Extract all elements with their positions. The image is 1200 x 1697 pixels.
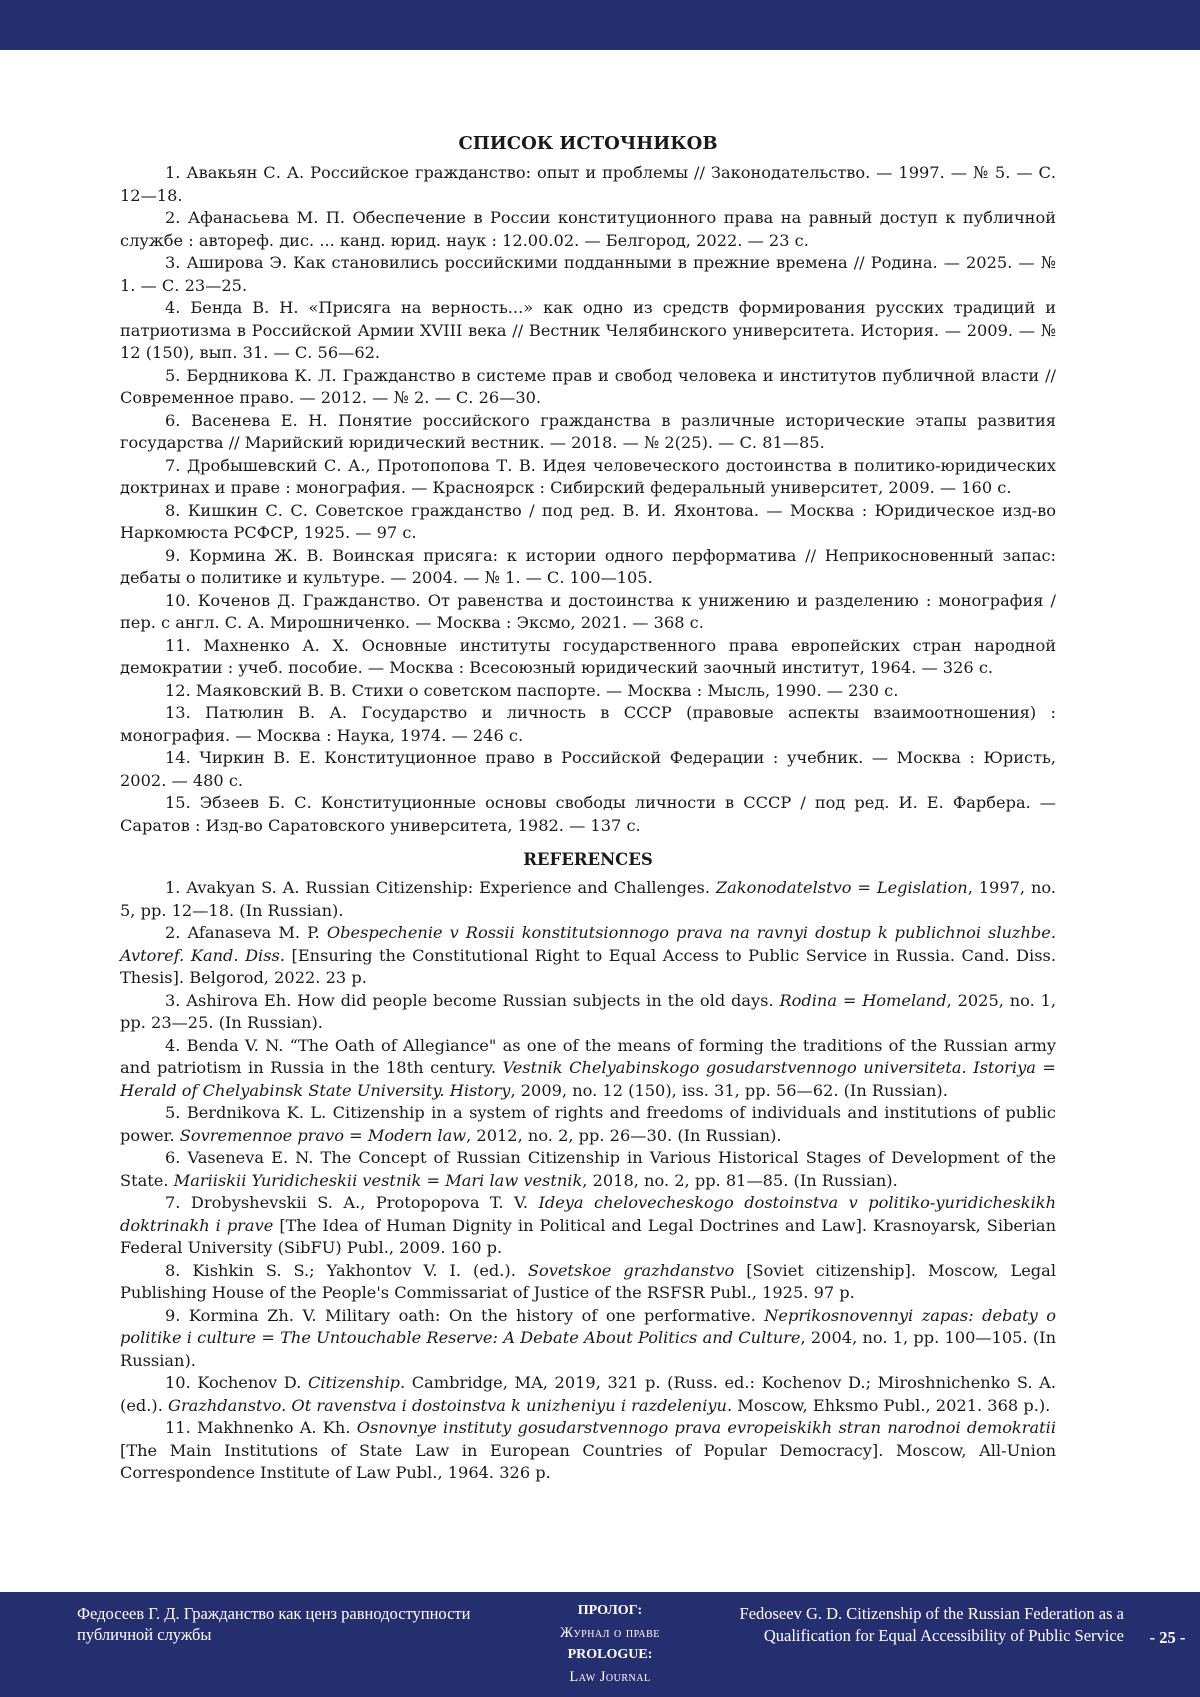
reference-text: 8. Kishkin S. S.; Yakhontov V. I. (ed.).: [165, 1260, 528, 1280]
journal-logo-text: [520, 1600, 700, 1688]
reference-title-italic: Sovremennoe pravo = Modern law: [179, 1125, 467, 1145]
reference-text: 7. Drobyshevskii S. A., Protopopova T. V.: [165, 1193, 539, 1212]
bibliography: [120, 128, 1056, 1485]
reference-text: [The Main Institutions of State Law in European Countries of Popular Democracy]. Moscow, All-Union Correspondence Institute of Law Publ., 1964. 326 p.: [120, 1440, 1056, 1482]
source-entry: 9. Кормина Ж. В. Воинская присяга: к истории одного перформатива // Неприкосновенный запас: дебаты о политике и культуре. — 2004. — № 1. — С. 100—105.: [120, 545, 1056, 587]
source-entry: 12. Маяковский В. В. Стихи о советском паспорте. — Москва : Мысль, 1990. — 230 с.: [165, 680, 899, 700]
source-entry: 5. Бердникова К. Л. Гражданство в системе прав и свобод человека и институтов публичной власти // Современное право. — 2012. — № 2. — С. 26—30.: [120, 365, 1056, 407]
source-entry: 10. Коченов Д. Гражданство. От равенства и достоинства к унижению и разделению : монография / пер. с англ. С. А. Мирошниченко. — Москва : Эксмо, 2021. — 368 с.: [120, 590, 1056, 632]
references-list-en: [120, 877, 1056, 1485]
footer-article-en: Fedoseev G. D. Citizenship of the Russian Federation as a Qualification for Equal Accessibility of Public Service: [739, 1604, 1124, 1645]
reference-title-italic: Osnovnye instituty gosudarstvennogo prava evropeiskikh stran narodnoi demokratii: [356, 1418, 1056, 1437]
source-entry: 7. Дробышевский С. А., Протопопова Т. В. Идея человеческого достоинства в политико-юридических доктринах и праве : монография. — Красноярск : Сибирский федеральный университет, 2009. — 160 с.: [120, 455, 1056, 497]
reference-title-italic: Ideya chelovecheskogo dostoinstva v politiko-yuridicheskikh doktrinakh i prave: [120, 1193, 1056, 1235]
references-heading-en: REFERENCES: [523, 850, 653, 869]
reference-entry: [120, 990, 1056, 1035]
sources-heading-ru: СПИСОК ИСТОЧНИКОВ: [458, 133, 718, 154]
reference-text: 3. Ashirova Eh. How did people become Russian subjects in the old days.: [165, 990, 780, 1010]
reference-entry: [120, 1305, 1056, 1373]
reference-text: 5. Berdnikova K. L. Citizenship in a system of rights and freedoms of individuals and institutions of public power.: [120, 1103, 1056, 1145]
reference-title-italic: Obespechenie v Rossii konstitutsionnogo prava na ravnyi dostup k publichnoi sluzhbe. Avtoref. Kand. Diss.: [120, 923, 1056, 965]
source-entry: 2. Афанасьева М. П. Обеспечение в России конституционного права на равный доступ к публичной службе : автореф. дис. ... канд. юрид. наук : 12.00.02. — Белгород, 2022. — 23 с.: [120, 208, 1056, 250]
reference-text: 10. Kochenov D.: [165, 1373, 308, 1392]
sources-list-ru: [120, 162, 1056, 837]
reference-entry: [120, 1372, 1056, 1417]
source-entry: 6. Васенева Е. Н. Понятие российского гражданства в различные исторические этапы развития государства // Марийский юридический вестник. — 2018. — № 2(25). — С. 81—85.: [120, 410, 1056, 452]
reference-entry: [120, 922, 1056, 990]
reference-title-italic: Neprikosnovennyi zapas: debaty o politike i culture = The Untouchable Reserve: A Debate About Politics and Culture: [120, 1305, 1056, 1347]
reference-title-italic: Vestnik Chelyabinskogo gosudarstvennogo universiteta. Istoriya = Herald of Chelyabinsk State University. History: [120, 1058, 1056, 1100]
journal-subtitle-ru: Журнал о праве: [560, 1625, 660, 1641]
reference-text: [The Idea of Human Dignity in Political and Legal Doctrines and Law]. Krasnoyarsk, Siberian Federal University (SibFU) Publ., 2009. 160 p.: [120, 1215, 1056, 1257]
reference-text: Cambridge, MA, 2019, 321 p. (Russ. ed.: Kochenov D.; Miroshnichenko S. A. (ed.).: [120, 1373, 1056, 1415]
reference-text: , 2025, no. 1, pp. 23—25. (In Russian).: [120, 990, 1057, 1032]
reference-title-italic: Grazhdanstvo. Ot ravenstva i dostoinstva k unizheniyu i razdeleniyu: [168, 1395, 727, 1415]
reference-entry: [120, 1035, 1056, 1103]
reference-title-italic: Zakonodatelstvo = Legislation: [715, 878, 968, 897]
page-footer: [0, 1592, 1200, 1697]
reference-text: , 2018, no. 2, pp. 81—85. (In Russian).: [582, 1170, 898, 1190]
top-banner: [0, 0, 1200, 50]
reference-text: 11. Makhnenko A. Kh.: [165, 1418, 357, 1437]
reference-text: 1. Avakyan S. A. Russian Citizenship: Experience and Challenges.: [165, 878, 716, 897]
reference-entry: [120, 1417, 1056, 1485]
source-entry: 13. Патюлин В. А. Государство и личность в СССР (правовые аспекты взаимоотношения) : монография. — Москва : Наука, 1974. — 246 с.: [120, 703, 1056, 745]
reference-text: 9. Kormina Zh. V. Military oath: On the history of one performative.: [165, 1305, 765, 1325]
reference-title-italic: Sovetskoe grazhdanstvo: [527, 1260, 735, 1280]
reference-text: , 2012, no. 2, pp. 26—30. (In Russian).: [466, 1125, 782, 1145]
source-entry: 8. Кишкин С. С. Советское гражданство / под ред. В. И. Яхонтова. — Москва : Юридическое изд-во Наркомюста РСФСР, 1925. — 97 с.: [120, 500, 1056, 542]
source-entry: 15. Эбзеев Б. С. Конституционные основы свободы личности в СССР / под ред. И. Е. Фарбера. — Саратов : Изд-во Саратовского университета, 1982. — 137 с.: [120, 793, 1056, 835]
reference-text: 2. Afanaseva M. P.: [165, 923, 327, 942]
source-entry: 1. Авакьян С. А. Российское гражданство: опыт и проблемы // Законодательство. — 1997. — № 5. — С. 12—18.: [120, 163, 1056, 205]
reference-title-italic: Rodina = Homeland: [779, 990, 947, 1010]
reference-entry: [120, 877, 1056, 922]
source-entry: 14. Чиркин В. Е. Конституционное право в Российской Федерации : учебник. — Москва : Юристь, 2002. — 480 с.: [120, 748, 1056, 790]
journal-title-ru: ПРОЛОГ:: [577, 1603, 643, 1618]
journal-subtitle-en: Law Journal: [569, 1669, 651, 1685]
reference-text: . Moscow, Ehksmo Publ., 2021. 368 p.).: [726, 1395, 1051, 1415]
reference-text: , 2009, no. 12 (150), iss. 31, pp. 56—62. (In Russian).: [510, 1080, 948, 1100]
reference-title-italic: Mariiskii Yuridicheskii vestnik = Mari law vestnik: [173, 1170, 583, 1190]
reference-text: , 1997, no. 5, pp. 12—18. (In Russian).: [120, 878, 1056, 920]
reference-text: 6. Vaseneva E. N. The Concept of Russian Citizenship in Various Historical Stages of Development of the State.: [120, 1148, 1056, 1190]
journal-title-en: PROLOGUE:: [567, 1647, 653, 1662]
source-entry: 3. Аширова Э. Как становились российскими подданными в прежние времена // Родина. — 2025. — № 1. — С. 23—25.: [120, 253, 1056, 295]
footer-article-ru: Федосеев Г. Д. Гражданство как ценз равнодоступности публичной службы: [77, 1604, 471, 1644]
reference-text: [Ensuring the Constitutional Right to Equal Access to Public Service in Russia. Cand. Diss. Thesis]. Belgorod, 2022. 23 p.: [120, 945, 1056, 987]
reference-text: 4. Benda V. N. “The Oath of Allegiance" as one of the means of forming the traditions of the Russian army and patriotism in Russia in the 18th century.: [120, 1035, 1056, 1077]
source-entry: 11. Махненко А. Х. Основные институты государственного права европейских стран народной демократии : учеб. пособие. — Москва : Всесоюзный юридический заочный институт, 1964. — 326 с.: [120, 635, 1056, 677]
reference-entry: [120, 1192, 1056, 1260]
reference-entry: [120, 1147, 1056, 1192]
reference-title-italic: Citizenship.: [307, 1373, 406, 1392]
reference-entry: [120, 1260, 1056, 1305]
page-number: - 25 -: [1149, 1628, 1186, 1647]
reference-text: [Soviet citizenship]. Moscow, Legal Publishing House of the People's Commissariat of Justice of the RSFSR Publ., 1925. 97 p.: [120, 1260, 1056, 1302]
reference-text: , 2004, no. 1, pp. 100—105. (In Russian).: [120, 1328, 1056, 1370]
reference-entry: [120, 1102, 1056, 1147]
source-entry: 4. Бенда В. Н. «Присяга на верность...» как одно из средств формирования русских традиций и патриотизма в Российской Армии XVIII века // Вестник Челябинского университета. История. — 2009. — № 12 (150), вып. 31. — С. 56—62.: [120, 298, 1056, 362]
